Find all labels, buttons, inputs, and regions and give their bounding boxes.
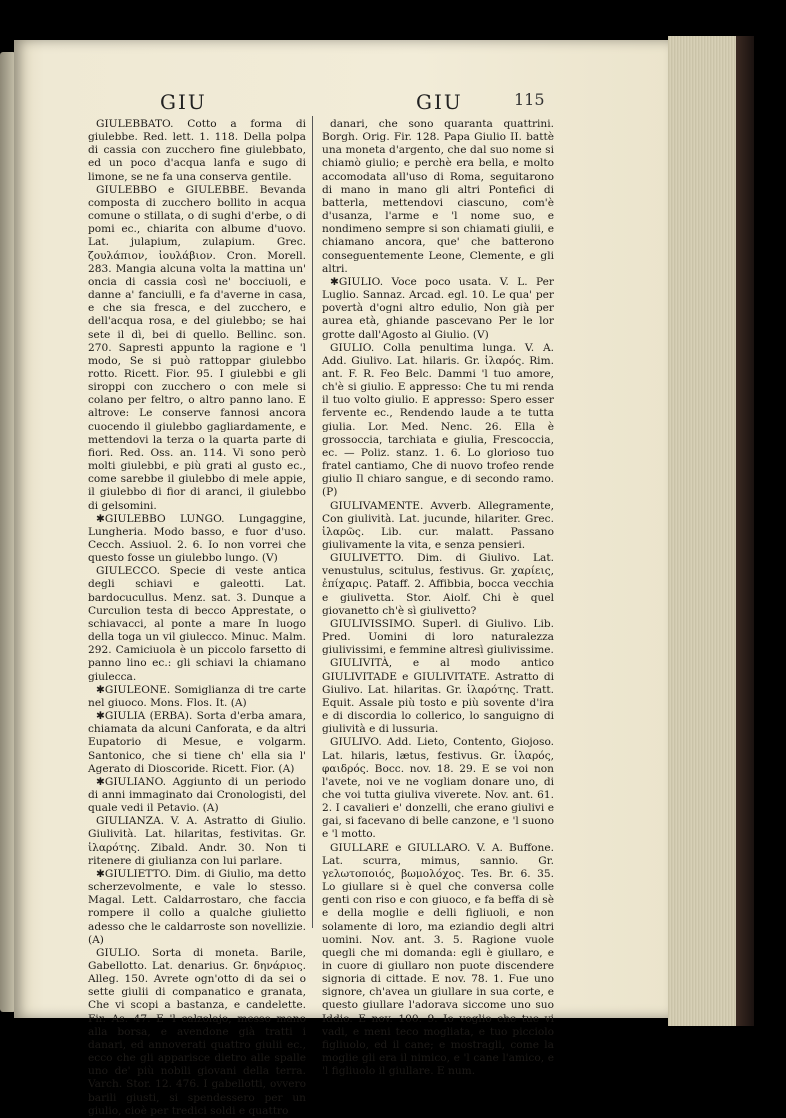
entry-giulivo: GIULIVO. Add. Lieto, Contento, Giojoso. Lat. hilaris, lætus, festivus. Gr. ἱλαρός, φαιδρός. Bocc. nov. 18. 29. E se voi non l'avete, noi ve ne vogliam donare uno, di che voi tutta giuliva viverete. Nov. ant. 61. 2. I cavalieri e' donzelli, che erano giulivi e gai, si facevano di belle canzone, e 'l suono e 'l motto. — [322, 736, 554, 841]
entry-giulebbo: GIULEBBO e GIULEBBE. Bevanda composta di zucchero bollito in acqua comune o stillata, o di sughi d'erbe, o di pomi ec., chiarita con albume d'uovo. Lat. julapium, zulapium. Grec. ζουλάπιον, ἰουλάβιον. Cron. Morell. 283. Mangia alcuna volta la mattina un' oncia di cassia così ne' bocciuoli, e danne a' fanciulli, e fa d'averne in casa, e che sia fresca, e del zucchero, e dell'acqua rosa, e del giulebbo; se hai sete il dì, bei di quello. Bellinc. son. 270. Sapresti appunto la ragione e 'l modo, Se si può rattoppar giulebbo rotto. Ricett. Fior. 95. I giulebbi e gli siroppi con zucchero o con mele si colano per feltro, o altro panno lano. E altrove: Le conserve fannosi ancora cuocendo il giulebbo gagliardamente, e mettendovi la terza o la quarta parte di fiori. Red. Oss. an. 114. Vi sono però molti giulebbi, e più grati al gusto ec., come sarebbe il giulebbo di mele appie, il giulebbo di fior di aranci, il giulebbo di gelsomini. — [88, 183, 306, 512]
entry-continuation: danari, che sono quaranta quattrini. Borgh. Orig. Fir. 128. Papa Giulio II. battè una moneta d'argento, che dal suo nome si chiamò giulio; e perchè era bella, e molto accomodata all'uso di Roma, seguitarono di mano in mano gli altri Pontefici di batterla, mettendovi ciascuno, com'è d'usanza, l'arme e 'l nome suo, e nondimeno sempre si son chiamati giulii, e chiamano ancora, que' che batterono conseguentemente Leone, Clemente, e gli altri. — [322, 118, 554, 275]
entry-giulivita: GIULIVITÀ, e al modo antico GIULIVITADE e GIULIVITATE. Astratto di Giulivo. Lat. hilaritas. Gr. ἱλαρότης. Tratt. Equit. Assale più tosto e più sovente d'ira e di discordia lo collerico, lo sanguigno di giulività e di lussuria. — [322, 657, 554, 736]
entry-giulivetto: GIULIVETTO. Dim. di Giulivo. Lat. venustulus, scitulus, festivus. Gr. χαρίεις, ἐπίχαρις. Pataff. 2. Affibbia, bocca vecchia e giulivetta. Stor. Aiolf. Chi è quel giovanetto ch'è sì giulivetto? — [322, 552, 554, 617]
right-column — [322, 118, 554, 1078]
entry-giulia: ✱GIULIA (ERBA). Sorta d'erba amara, chiamata da alcuni Canforata, e da altri Eupatorio di Mesue, e volgarm. Santonico, che si tiene ch' ella sia l' Agerato di Dioscoride. Ricett. Fior. (A) — [88, 710, 306, 775]
left-column — [88, 118, 306, 1118]
running-head-right: GIU — [416, 90, 463, 114]
column-rule — [312, 116, 313, 928]
entry-giulivissimo: GIULIVISSIMO. Superl. di Giulivo. Lib. Pred. Uomini di loro naturalezza giulivissimi, e femmine altresì giulivissime. — [322, 617, 554, 657]
page-block-edges — [668, 36, 736, 1026]
entry-giulio-add: GIULIO. Colla penultima lunga. V. A. Add. Giulivo. Lat. hilaris. Gr. ἱλαρός. Rim. ant. F. R. Feo Belc. Dammi 'l tuo amore, ch'è si giulio. E appresso: Che tu mi renda il tuo volto giulio. E appresso: Spero esser fervente ec., Rendendo laude a te tutta giulia. Lor. Med. Nenc. 26. Ella è grossoccia, tarchiata e giulia, Frescoccia, ec. — Poliz. stanz. 1. 6. Lo glorioso tuo fratel cantiamo, Che di nuovo trofeo rende giulio Il chiaro sangue, e di secondo ramo. (P) — [322, 341, 554, 499]
entry-giulietto: ✱GIULIETTO. Dim. di Giulio, ma detto scherzevolmente, e vale lo stesso. Magal. Lett. Caldarrostaro, che faccia rompere il collo a qualche giulietto adesso che le caldarroste son novellizie. (A) — [88, 867, 306, 946]
entry-giulebbo-lungo: ✱GIULEBBO LUNGO. Lungaggine, Lungheria. Modo basso, e fuor d'uso. Cecch. Assiuol. 2. 6. Io non vorrei che questo fosse un giulebbo lungo. (V) — [88, 512, 306, 565]
entry-giulecco: GIULECCO. Specie di veste antica degli schiavi e galeotti. Lat. bardocucullus. Menz. sat. 3. Dunque a Curculion testa di becco Apprestate, o schiavacci, al ponte a mare In luogo della toga un vil giulecco. Minuc. Malm. 292. Camiciuola è un piccolo farsetto di panno lino ec.: gli schiavi la chiamano giulecca. — [88, 565, 306, 683]
entry-giulebbato: GIULEBBATO. Cotto a forma di giulebbe. Red. lett. 1. 118. Della polpa di cassia con zucchero fine giulebbato, ed un poco d'acqua lanfa e sugo di limone, se ne fa una conserva gentile. — [88, 118, 306, 183]
entry-giulianza: GIULIANZA. V. A. Astratto di Giulio. Giulività. Lat. hilaritas, festivitas. Gr. ἱλαρότης. Zibald. Andr. 30. Non ti ritenere di giulianza con lui parlare. — [88, 815, 306, 867]
entry-giulio-luglio: ✱GIULIO. Voce poco usata. V. L. Per Luglio. Sannaz. Arcad. egl. 10. Le qua' per povertà d'ogni altro edulio, Non già per aurea età, ghiande pascevano Per le lor grotte dall'Agosto al Giulio. (V) — [322, 275, 554, 341]
entry-giuliano: ✱GIULIANO. Aggiunto di un periodo di anni immaginato dai Cronologisti, del quale vedi il Petavio. (A) — [88, 775, 306, 815]
page-number: 115 — [514, 90, 545, 109]
running-head-left: GIU — [160, 90, 207, 114]
entry-giulivamente: GIULIVAMENTE. Avverb. Allegramente, Con giulività. Lat. jucunde, hilariter. Grec. ἱλαρῶς. Lib. cur. malatt. Passano giulivamente la vita, e senza pensieri. — [322, 499, 554, 551]
entry-giullare: GIULLARE e GIULLARO. V. A. Buffone. Lat. scurra, mimus, sannio. Gr. γελωτοποιός, βωμολόχος. Tes. Br. 6. 35. Lo giullare si è quel che conversa colle genti con riso e con giuoco, e fa beffa di sè e della moglie e delli figliuoli, e non solamente di loro, ma eziandio degli altri uomini. Nov. ant. 3. 5. Ragione vuole quegli che mi domanda: egli è giullaro, e in cuore di giullaro non puote discendere signoria di cittade. E nov. 78. 1. Fue uno signore, ch'avea un giullare in sua corte, e questo giullare l'adorava siccome uno suo Iddio. E nov. 100. 9. Io voglio che tue vi vadi, e meni teco mogliata, e tuo picciolo figliuolo, ed il cane; e mostragli, come la moglie gli era il nimico, e 'l cane l'amico, e 'l figliuolo il giullare. E num. — [322, 841, 554, 1078]
entry-giuleone: ✱GIULEONE. Somiglianza di tre carte nel giuoco. Mons. Flos. It. (A) — [88, 683, 306, 709]
entry-giulio-moneta: GIULIO. Sorta di moneta. Barile, Gabellotto. Lat. denarius. Gr. δηνάριος. Alleg. 150. Avrete ogn'otto di da sei o sette giulii di companatico e granata, Che vi scopi a bastanza, e candelette. Fir. As. 47. E 'l calzolajo, messo mano alla borsa, e avendone già tratti i danari, ed annoverati quattro giulii ec., ecco che gli apparisce dietro alle spalle uno de' più nobili giovani della terra. Varch. Stor. 12. 476. I gabellotti, ovvero barili giusti, si spendessero per un giulio, cioè per tredici soldi e quattro — [88, 946, 306, 1117]
